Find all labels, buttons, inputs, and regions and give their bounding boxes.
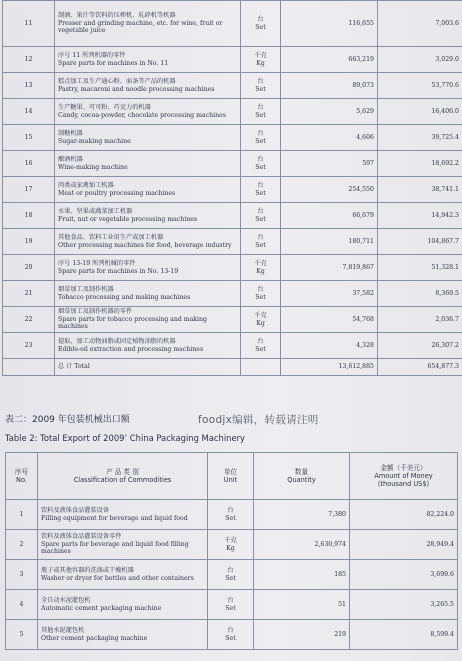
commodity-name-text: Wine-making machine [58, 163, 128, 171]
amount [378, 1, 462, 47]
commodity-name-text: 生产糖果、可可粉、巧克力的机器 [58, 103, 151, 111]
commodity-name-text: Spare parts for machines in No. 13-19 [58, 267, 179, 275]
amount-text: 14,942.3 [431, 211, 459, 219]
row-number-text: 12 [24, 55, 33, 63]
row-number-text: 22 [24, 315, 33, 323]
quantity [281, 1, 378, 47]
amount-text: 82,224.0 [426, 510, 454, 518]
table-row [3, 1, 462, 47]
unit [241, 203, 281, 229]
commodity-name-text: Spare parts for machines in No. 11 [58, 59, 169, 67]
table-row [6, 500, 458, 530]
row-number-text: 19 [24, 237, 33, 245]
amount-text: 3,699.6 [430, 570, 454, 578]
unit-text: Kg [226, 544, 235, 552]
amount-text: 53,770.6 [431, 81, 459, 89]
commodity-name [38, 500, 208, 530]
unit-text: 台 [257, 15, 264, 23]
commodity-name-text: 全自动水泥灌包机 [41, 596, 91, 604]
row-number [3, 229, 55, 255]
table-2-body [6, 500, 458, 650]
amount-text: 18,692.2 [431, 159, 459, 167]
row-number-text: 18 [24, 211, 33, 219]
commodity-name-text: Other processing machines for food, beverage industry [58, 241, 232, 249]
unit [241, 333, 281, 359]
unit [241, 125, 281, 151]
unit-text: Set [255, 189, 266, 197]
commodity-name-text: Spare parts for beverage and liquid food filling machines [41, 540, 189, 556]
table-row [3, 203, 462, 229]
quantity-text: 54,768 [352, 315, 374, 323]
quantity [281, 125, 378, 151]
commodity-name-text: 瓶子或其他容器的洗涤或干燥机器 [41, 566, 134, 574]
unit [241, 47, 281, 73]
unit-text: Set [225, 604, 236, 612]
quantity-text: 180,711 [348, 237, 374, 245]
amount-text: 3,029.0 [435, 55, 459, 63]
table-row [3, 177, 462, 203]
table-row [3, 281, 462, 307]
quantity [281, 177, 378, 203]
unit-text: 台 [227, 566, 234, 574]
unit-text: 千克 [254, 51, 267, 59]
unit [208, 560, 254, 590]
quantity-text: 89,073 [352, 81, 374, 89]
table-row [3, 333, 462, 359]
amount [350, 500, 458, 530]
commodity-name-text: Automatic cement packaging machine [41, 604, 162, 612]
amount [378, 255, 462, 281]
row-number-text: 5 [19, 630, 24, 638]
total-quantity [281, 359, 378, 376]
row-number [6, 620, 38, 650]
amount [378, 203, 462, 229]
unit-text: 台 [227, 506, 234, 514]
unit-text: Kg [256, 319, 265, 327]
header-quantity: 数量 Quantity [254, 453, 350, 500]
commodity-name [55, 125, 241, 151]
row-number [3, 47, 55, 73]
row-number [3, 1, 55, 47]
quantity-text: 66,679 [352, 211, 374, 219]
quantity-text: 4,606 [356, 133, 374, 141]
unit-text: 台 [257, 207, 264, 215]
quantity [254, 530, 350, 560]
commodity-name [38, 590, 208, 620]
amount [350, 620, 458, 650]
commodity-name-text: 肉类或家禽加工机器 [58, 181, 114, 189]
commodity-name [55, 1, 241, 47]
commodity-name-text: 制糖机器 [58, 129, 83, 137]
amount [378, 151, 462, 177]
unit-text: Set [255, 345, 266, 353]
commodity-name-text: 烟草加工及制作机器 [58, 285, 114, 293]
row-number-text: 4 [19, 600, 24, 608]
table-row [3, 151, 462, 177]
amount [378, 73, 462, 99]
quantity [281, 255, 378, 281]
row-number [6, 530, 38, 560]
amount [350, 560, 458, 590]
header-unit: 单位 Unit [208, 453, 254, 500]
quantity-text: 4,328 [356, 341, 374, 349]
total-amount-text: 654,877.3 [427, 363, 459, 371]
amount [378, 177, 462, 203]
table-row [3, 255, 462, 281]
commodity-name-text: Edible-oil extraction and processing machines [58, 345, 204, 353]
table-row [3, 73, 462, 99]
commodity-name-text: 序号 13-19 所列机械的零件 [58, 259, 136, 267]
header-amount: 金额（千美元） Amount of Money (thousand US$) [350, 453, 458, 500]
commodity-name-text: 烟草加工及制作机器的零件 [58, 307, 133, 315]
row-number-text: 14 [24, 107, 33, 115]
row-number [3, 203, 55, 229]
table-2-header-row [6, 453, 458, 500]
amount-text: 104,867.7 [427, 237, 459, 245]
row-number [3, 333, 55, 359]
amount-text: 16,406.0 [431, 107, 459, 115]
quantity [254, 590, 350, 620]
table-row [6, 560, 458, 590]
commodity-name-text: Washer or dryer for bottles and other containers [41, 574, 194, 582]
amount [378, 281, 462, 307]
unit-text: 台 [257, 181, 264, 189]
unit [241, 151, 281, 177]
table-1-continued [2, 0, 462, 376]
table-row [6, 620, 458, 650]
row-number-text: 21 [24, 289, 33, 297]
row-number [6, 590, 38, 620]
commodity-name [55, 255, 241, 281]
table-row [3, 307, 462, 333]
commodity-name [55, 307, 241, 333]
unit [241, 177, 281, 203]
unit-text: 台 [227, 596, 234, 604]
table-2-caption-en: Table 2: Total Export of 2009’ China Packaging Machinery [5, 433, 246, 443]
table-1-body [3, 1, 462, 376]
row-number-text: 16 [24, 159, 33, 167]
quantity [281, 73, 378, 99]
commodity-name [55, 177, 241, 203]
unit-text: Kg [256, 267, 265, 275]
unit [208, 500, 254, 530]
commodity-name-text: Presser and grinding machine, etc. for wine, fruit or vegetable juice [58, 19, 223, 35]
quantity-text: 5,629 [356, 107, 374, 115]
quantity [281, 229, 378, 255]
unit-text: Set [255, 293, 266, 301]
amount-text: 2,036.7 [435, 315, 459, 323]
quantity [254, 560, 350, 590]
commodity-name-text: 饮料及液体食品灌装设备零件 [41, 532, 122, 540]
unit-text: 台 [257, 233, 264, 241]
unit [208, 530, 254, 560]
commodity-name-text: 饮料及液体食品灌装设备 [41, 506, 110, 514]
quantity [281, 99, 378, 125]
commodity-name-text: 水果、坚果或蔬菜加工机器 [58, 207, 133, 215]
unit-text: 台 [257, 129, 264, 137]
commodity-name [55, 73, 241, 99]
table-2 [5, 452, 458, 650]
quantity [281, 307, 378, 333]
quantity [281, 47, 378, 73]
commodity-name-text: Fruit, nut or vegetable processing machines [58, 215, 198, 223]
unit-text: Set [255, 111, 266, 119]
amount-text: 8,599.4 [430, 630, 454, 638]
header-no: 序号 No. [6, 453, 38, 500]
amount-text: 28,949.4 [426, 540, 454, 548]
unit [208, 620, 254, 650]
row-number-text: 2 [19, 540, 24, 548]
unit [241, 73, 281, 99]
unit-text: 台 [257, 103, 264, 111]
table-row [3, 99, 462, 125]
commodity-name-text: Pastry, macaroni and noodle processing machines [58, 85, 215, 93]
unit [241, 255, 281, 281]
commodity-name-text: Other cement packaging machine [41, 634, 148, 642]
unit-text: 台 [227, 626, 234, 634]
row-number-text: 23 [24, 341, 33, 349]
unit-text: Set [225, 634, 236, 642]
quantity [281, 333, 378, 359]
unit-text: Set [255, 85, 266, 93]
unit [241, 281, 281, 307]
row-number [3, 99, 55, 125]
row-number [3, 73, 55, 99]
row-number-text: 1 [19, 510, 24, 518]
amount [378, 307, 462, 333]
quantity-text: 51 [338, 600, 346, 608]
unit-text: Kg [256, 59, 265, 67]
quantity-text: 219 [334, 630, 346, 638]
table-row [3, 47, 462, 73]
table-row [6, 590, 458, 620]
quantity-text: 37,582 [352, 289, 374, 297]
amount [378, 125, 462, 151]
commodity-name-text: 酿酒机器 [58, 155, 83, 163]
commodity-name [55, 99, 241, 125]
unit-text: 台 [257, 77, 264, 85]
amount [378, 333, 462, 359]
unit-text: Set [255, 215, 266, 223]
row-number [3, 307, 55, 333]
amount-text: 3,265.5 [430, 600, 454, 608]
row-number [6, 500, 38, 530]
commodity-name-text: 其他水泥灌包机 [41, 626, 85, 634]
commodity-name [55, 281, 241, 307]
quantity-text: 597 [362, 159, 374, 167]
row-number [6, 560, 38, 590]
commodity-name [38, 560, 208, 590]
amount [350, 530, 458, 560]
quantity [281, 203, 378, 229]
commodity-name [55, 229, 241, 255]
row-number-text: 13 [24, 81, 33, 89]
unit [241, 307, 281, 333]
commodity-name-text: 制酒、果汁等饮料的压榨机、轧碎机等机器 [58, 11, 176, 19]
amount [378, 99, 462, 125]
unit-text: Set [255, 163, 266, 171]
amount-text: 26,307.2 [431, 341, 459, 349]
table-row [3, 229, 462, 255]
row-number-text: 17 [24, 185, 33, 193]
commodity-name-text: Spare parts for tobacco processing and making machines [58, 315, 207, 331]
table-2-caption-zh: 表二：2009 年包装机械出口额 [5, 415, 130, 425]
quantity-text: 7,819,867 [342, 263, 374, 271]
amount [378, 47, 462, 73]
unit-text: 台 [257, 337, 264, 345]
unit-text: 千克 [254, 259, 267, 267]
commodity-name-text: Tobacco processing and making machines [58, 293, 191, 301]
quantity-text: 2,630,974 [314, 540, 346, 548]
unit-text: Set [255, 23, 266, 31]
quantity-text: 254,550 [348, 185, 374, 193]
unit-text: Set [225, 514, 236, 522]
row-number [3, 177, 55, 203]
commodity-name-text: 提取、加工动物油脂或固定植物油脂的机器 [58, 337, 176, 345]
commodity-name-text: 序号 11 所列机器的零件 [58, 51, 126, 59]
commodity-name-text: 其他食品、饮料工业用生产或加工机器 [58, 233, 164, 241]
total-amount [378, 359, 462, 376]
amount-text: 51,328.1 [431, 263, 459, 271]
unit [241, 99, 281, 125]
unit-text: 千克 [224, 536, 237, 544]
total-row [3, 359, 462, 376]
row-number-text: 11 [24, 19, 33, 27]
unit-text: 台 [257, 155, 264, 163]
unit [208, 590, 254, 620]
watermark-text: foodjx编辑，转载请注明 [198, 414, 319, 426]
quantity-text: 116,655 [348, 19, 374, 27]
quantity [254, 500, 350, 530]
quantity [281, 281, 378, 307]
amount [378, 229, 462, 255]
amount-text: 8,369.5 [435, 289, 459, 297]
total-quantity-text: 13,612,885 [338, 363, 374, 371]
amount [350, 590, 458, 620]
amount-text: 38,741.1 [431, 185, 459, 193]
total-empty [3, 359, 55, 376]
total-unit [241, 359, 281, 376]
total-label [55, 359, 241, 376]
unit [241, 1, 281, 47]
row-number [3, 281, 55, 307]
unit-text: 千克 [254, 311, 267, 319]
amount-text: 7,003.6 [435, 19, 459, 27]
commodity-name [55, 333, 241, 359]
quantity [281, 151, 378, 177]
table-row [3, 125, 462, 151]
unit [241, 229, 281, 255]
total-label-text: 总 计 Total [58, 363, 90, 371]
row-number [3, 125, 55, 151]
commodity-name-text: Meat or poultry processing machines [58, 189, 176, 197]
quantity [254, 620, 350, 650]
commodity-name-text: 糕点加工及生产通心粉、面条等产品的机器 [58, 77, 176, 85]
row-number [3, 151, 55, 177]
commodity-name [38, 620, 208, 650]
quantity-text: 663,219 [348, 55, 374, 63]
commodity-name-text: Sugar-making machine [58, 137, 131, 145]
commodity-name-text: Candy, cocoa-powder, chocolate processing machines [58, 111, 226, 119]
amount-text: 39,725.4 [431, 133, 459, 141]
quantity-text: 7,380 [328, 510, 346, 518]
commodity-name [55, 151, 241, 177]
unit-text: Set [255, 241, 266, 249]
unit-text: Set [225, 574, 236, 582]
table-row [6, 530, 458, 560]
row-number-text: 15 [24, 133, 33, 141]
row-number [3, 255, 55, 281]
commodity-name [38, 530, 208, 560]
row-number-text: 3 [19, 570, 24, 578]
commodity-name [55, 47, 241, 73]
unit-text: 台 [257, 285, 264, 293]
header-classification: 产 品 类 别 Classification of Commodities [38, 453, 208, 500]
unit-text: Set [255, 137, 266, 145]
quantity-text: 185 [334, 570, 346, 578]
commodity-name [55, 203, 241, 229]
row-number-text: 20 [24, 263, 33, 271]
commodity-name-text: Filling equipment for beverage and liquid food [41, 514, 188, 522]
